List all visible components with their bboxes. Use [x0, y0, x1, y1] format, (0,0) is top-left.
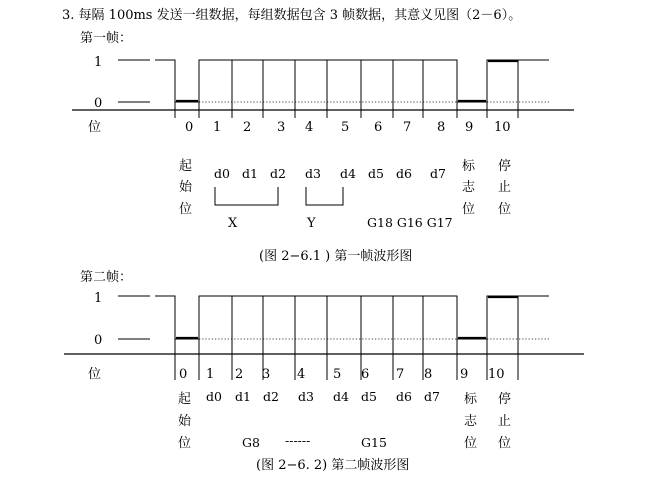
frame-1-level-low: 0: [94, 96, 103, 111]
frame-2-stop-label-char: 停: [498, 392, 512, 407]
frame-2-start-label-char: 始: [178, 414, 192, 429]
frame-1-bit-number: 0: [185, 120, 194, 135]
frame-1-bit-number: 3: [277, 120, 286, 135]
frame-2-group-label-start: G8: [242, 435, 260, 450]
frame-1-bit-number: 9: [465, 120, 474, 135]
frame-1-title: 第一帧：: [80, 31, 133, 46]
frame-1-stop-label-char: 止: [498, 180, 512, 195]
frame-1: [72, 30, 574, 264]
frame-1-flag-label-char: 志: [462, 180, 476, 195]
frame-1-data-label: d5: [368, 166, 384, 181]
frame-1-waveform: [155, 60, 549, 102]
frame-1-data-label: d7: [430, 166, 446, 181]
frame-1-axis-label: 位: [88, 120, 102, 135]
frame-1-group-label-x: X: [228, 216, 238, 231]
frame-1-bit-number: 7: [403, 120, 412, 135]
frame-1-data-label: d6: [396, 166, 412, 181]
frame-2-stop-label-char: 位: [498, 436, 512, 451]
frame-2-axis-label: 位: [88, 367, 102, 382]
frame-1-start-label-char: 起: [179, 159, 193, 174]
frame-1-caption: (图 2−6.1 ) 第一帧波形图: [259, 249, 413, 264]
frame-1-bit-number: 2: [243, 120, 252, 135]
frame-2-title: 第二帧：: [80, 270, 133, 285]
frame-1-bit-number: 8: [437, 120, 446, 135]
frame-2-data-label: d4: [333, 389, 349, 404]
frame-2-bit-number: 8: [424, 367, 433, 382]
frame-1-start-label-char: 始: [179, 180, 193, 195]
frame-2-data-label: d5: [361, 389, 377, 404]
frame-2-data-label: d6: [396, 389, 412, 404]
frame-1-start-label-char: 位: [179, 202, 193, 217]
frame-1-bit-number: 6: [374, 120, 383, 135]
frame-2-data-label: d2: [263, 389, 279, 404]
frame-1-level-high: 1: [94, 55, 103, 70]
frame-2-caption: (图 2−6. 2) 第二帧波形图: [256, 458, 410, 473]
frame-2-bit-number: 6: [361, 367, 370, 382]
frame-2-bit-number: 4: [297, 367, 306, 382]
frame-1-flag-label-char: 位: [462, 202, 476, 217]
frame-2-bit-number: 7: [396, 367, 405, 382]
frame-1-data-label: d2: [270, 166, 286, 181]
frame-1-data-label: d4: [340, 166, 356, 181]
frame-1-data-label: d3: [305, 166, 321, 181]
frame-2-bit-number: 5: [333, 367, 342, 382]
frame-1-group-label-g: G18 G16 G17: [367, 215, 453, 230]
frame-2-bit-number: 3: [262, 367, 271, 382]
frame-2-data-label: d0: [206, 389, 222, 404]
frame-2-data-label: d7: [424, 389, 440, 404]
intro-text: 3. 每隔 100ms 发送一组数据，每组数据包含 3 帧数据，其意义见图（2－6）。: [62, 8, 522, 23]
frame-2-bit-number: 9: [460, 367, 469, 382]
frame-1-y-bracket: [306, 187, 343, 205]
frame-2-level-low: 0: [94, 333, 103, 348]
frame-1-stop-label-char: 停: [498, 159, 512, 174]
frame-1-bit-number: 4: [305, 120, 314, 135]
frame-2-flag-label-char: 志: [464, 414, 478, 429]
frame-2-start-label-char: 起: [178, 392, 192, 407]
frame-1-data-label: d1: [242, 166, 258, 181]
frame-2-group-label-end: G15: [361, 435, 387, 450]
frame-1-bit-number: 5: [341, 120, 350, 135]
frame-2: [64, 269, 584, 473]
frame-2-bit-number: 2: [235, 367, 244, 382]
frame-2-flag-label-char: 位: [464, 436, 478, 451]
frame-1-group-label-y: Y: [307, 216, 316, 231]
frame-2-stop-label-char: 止: [498, 414, 512, 429]
frame-1-bit-number: 1: [213, 120, 222, 135]
frame-2-data-label: d3: [298, 389, 314, 404]
frame-1-flag-label-char: 标: [462, 159, 476, 174]
frame-1-x-bracket: [215, 187, 278, 205]
frame-2-start-label-char: 位: [178, 436, 192, 451]
frame-2-flag-label-char: 标: [464, 392, 478, 407]
frame-1-bit-boundaries: [175, 60, 518, 118]
frame-1-stop-label-char: 位: [498, 202, 512, 217]
frame-1-bit-number: 10: [494, 120, 511, 135]
frame-2-bit-number: 10: [488, 367, 505, 382]
frame-1-data-label: d0: [214, 166, 230, 181]
frame-2-bit-number: 1: [206, 367, 215, 382]
frame-2-data-label: d1: [235, 389, 251, 404]
frame-2-waveform: [155, 296, 549, 339]
frame-2-group-label-range: ------: [285, 433, 311, 448]
frame-2-bit-number: 0: [179, 367, 188, 382]
frame-2-level-high: 1: [94, 291, 103, 306]
